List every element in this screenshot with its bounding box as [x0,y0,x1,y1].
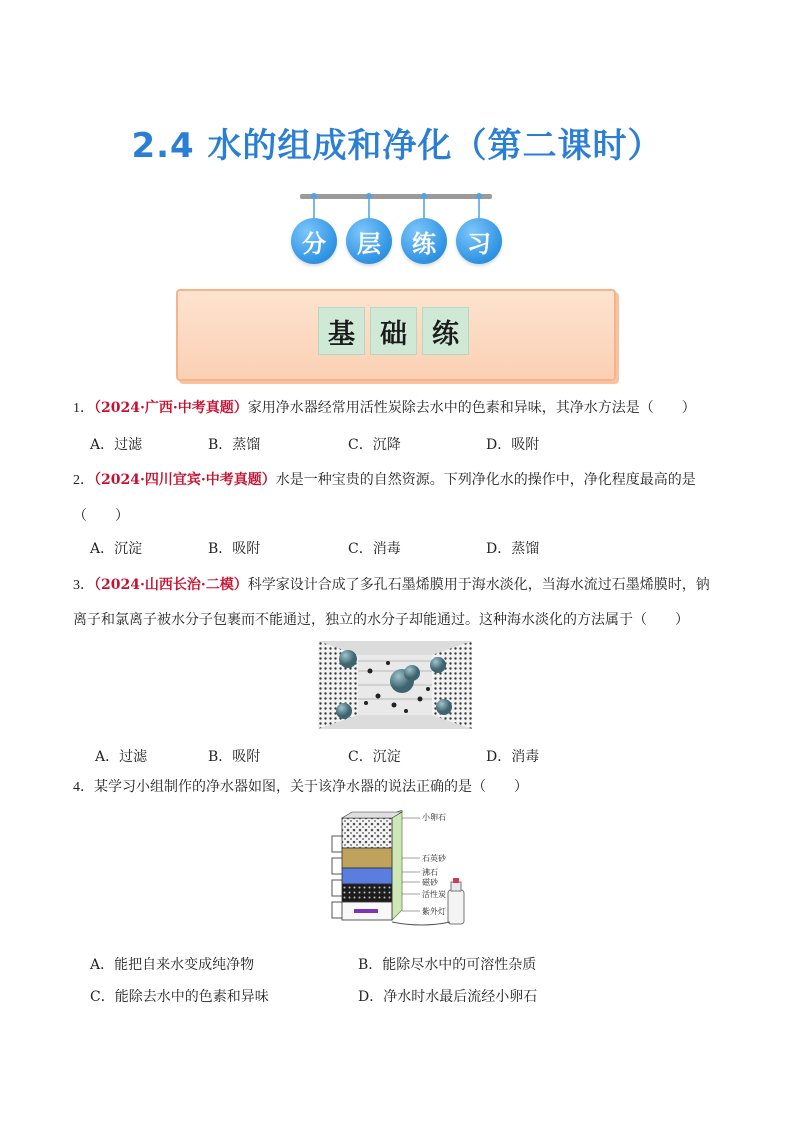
figure-label: 磁砂 [422,878,438,887]
option-d: D．吸附 [486,437,540,453]
option-d: D．蒸馏 [486,541,540,557]
section-tile: 基 [318,307,365,355]
question-number: 3． [73,578,94,593]
option-c: C．沉降 [348,437,401,453]
question-source: （2024·山西长治·二模） [94,577,248,593]
option-a: A．过滤 [90,437,143,453]
question-text-cont: （ ） [73,508,129,524]
question-1 [73,393,733,424]
hanger-knot [421,193,427,199]
option-d: D．净水时水最后流经小卵石 [358,989,538,1005]
tab-badge: 习 [456,218,502,264]
option-a: A．能把自来水变成纯净物 [90,957,255,973]
question-number: 1． [73,401,94,416]
option-a: A．沉淀 [90,541,143,557]
hanger-string [313,198,315,218]
question-4 [73,772,733,803]
figure-label: 石英砂 [422,854,446,863]
graphene-membrane-image [318,641,472,729]
tab-badge: 练 [401,218,447,264]
figure-label: 沸石 [422,868,438,877]
hanger-string [423,198,425,218]
hanger-bar [300,194,492,199]
hanger-string [478,198,480,218]
figure-label: 活性炭 [422,890,446,899]
hanger-knot [476,193,482,199]
option-b: B．蒸馏 [208,437,261,453]
option-c: C．消毒 [348,541,401,557]
question-text: 家用净水器经常用活性炭除去水中的色素和异味，其净水方法是（ ） [247,400,696,416]
hanger-knot [366,193,372,199]
question-3 [73,570,733,601]
option-b: B．吸附 [208,749,261,765]
option-b: B．吸附 [208,541,261,557]
option-b: B．能除尽水中的可溶性杂质 [358,957,537,973]
question-source: （2024·广西·中考真题） [94,400,248,416]
question-text-cont: 离子和氯离子被水分子包裹而不能通过，独立的水分子却能通过。这种海水淡化的方法属于（ ） [73,612,689,628]
hanger-string [368,198,370,218]
figure-label: 紫外灯 [422,907,446,916]
question-source: （2024·四川宜宾·中考真题） [94,472,276,488]
hanger-knot [311,193,317,199]
question-number: 4． [73,780,94,795]
page-title: 2.4 水的组成和净化（第二课时） [131,126,663,166]
question-2 [73,465,733,496]
option-d: D．消毒 [486,749,540,765]
question-text: 科学家设计合成了多孔石墨烯膜用于海水淡化，当海水流过石墨烯膜时，钠 [247,577,710,593]
option-a: A．过滤 [95,749,148,765]
question-number: 2． [73,473,94,488]
tab-badge: 层 [346,218,392,264]
section-tile: 练 [422,307,469,355]
tab-badge: 分 [291,218,337,264]
question-text: 水是一种宝贵的自然资源。下列净化水的操作中，净化程度最高的是 [275,472,696,488]
question-text: 某学习小组制作的净水器如图，关于该净水器的说法正确的是（ ） [94,779,528,795]
section-tile: 础 [370,307,417,355]
water-purifier-figure [322,810,522,928]
option-c: C．沉淀 [348,749,401,765]
figure-label: 小卵石 [422,813,446,822]
option-c: C．能除去水中的色素和异味 [90,989,269,1005]
